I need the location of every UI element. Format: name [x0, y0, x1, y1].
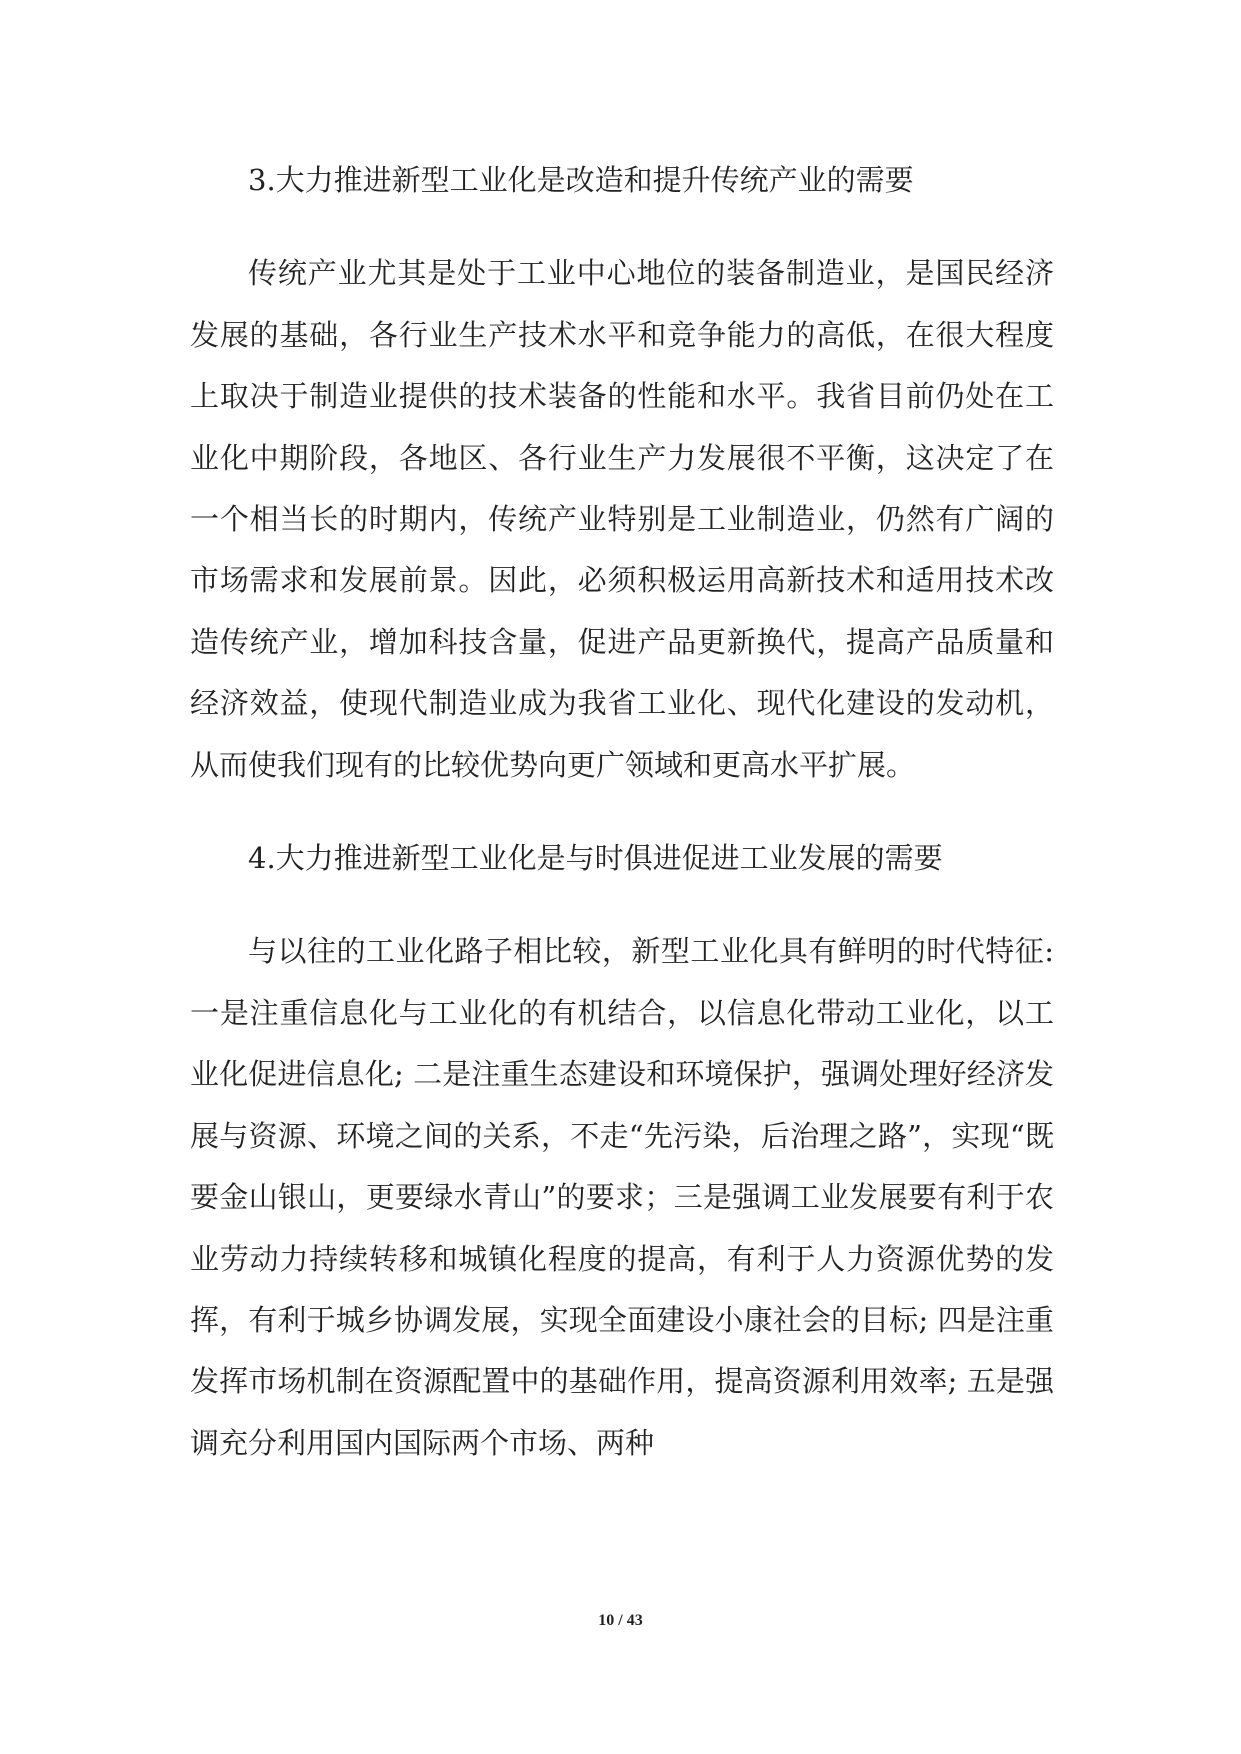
page-number: 10 / 43 — [598, 1612, 643, 1629]
section-paragraph-4: 与以往的工业化路子相比较，新型工业化具有鲜明的时代特征: 一是注重信息化与工业化的有机结合，以信息化带动工业化，以工业化促进信息化; 二是注重生态建设和环境保护，强调处理好经济发展与资源、环境之间的关系，不走“先污染，后治理之路”，实现“既要金山银山，更要绿水青山”的要求；三是强调工业发展要有利于农业劳动力持续转移和城镇化程度的提高，有利于人力资源优势的发挥，有利于城乡协调发展，实现全面建设小康社会的目标; 四是注重发挥市场机制在资源配置中的基础作用，提高资源利用效率; 五是强调充分利用国内国际两个市场、两种 — [190, 934, 1054, 1460]
section-paragraph-3: 传统产业尤其是处于工业中心地位的装备制造业，是国民经济发展的基础，各行业生产技术水平和竞争能力的高低，在很大程度上取决于制造业提供的技术装备的性能和水平。我省目前仍处在工业化中期阶段，各地区、各行业生产力发展很不平衡，这决定了在一个相当长的时期内，传统产业特别是工业制造业，仍然有广阔的市场需求和发展前景。因此，必须积极运用高新技术和适用技术改造传统产业，增加科技含量，促进产品更新换代，提高产品质量和经济效益，使现代制造业成为我省工业化、现代化建设的发动机，从而使我们现有的比较优势向更广领域和更高水平扩展。 — [190, 256, 1054, 782]
page-body — [190, 150, 1054, 1474]
section-heading-4: 4.大力推进新型工业化是与时俱进促进工业发展的需要 — [248, 841, 943, 876]
section-heading-3: 3.大力推进新型工业化是改造和提升传统产业的需要 — [248, 163, 914, 197]
